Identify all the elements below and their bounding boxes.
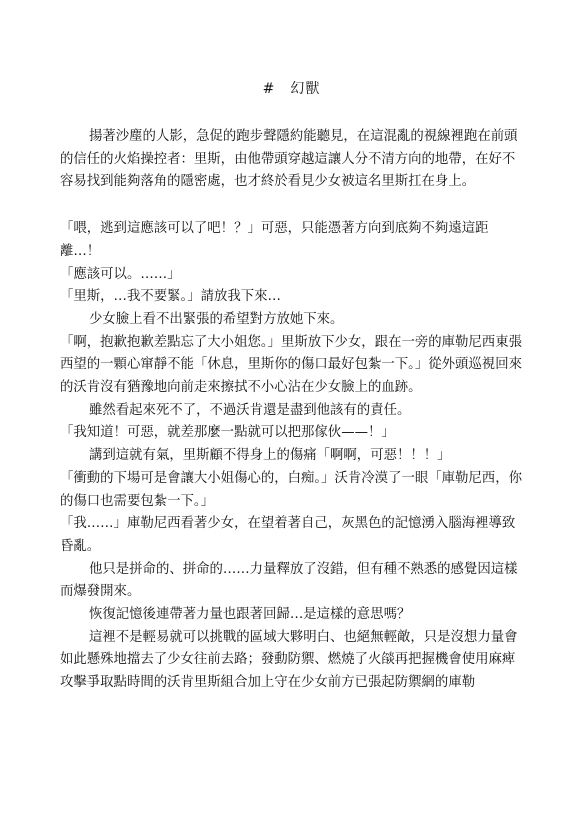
dialogue-line: 「衝動的下場可是會讓大小姐傷心的，白痴。」沃肯冷漠了一眼「庫勒尼西，你的傷口也需要包紮一下。」 — [60, 470, 522, 509]
paragraph: 揚著沙塵的人影，急促的跑步聲隱約能聽見，在這混亂的視線裡跑在前頭的信任的火焰操控者：里斯，由他帶頭穿越這讓人分不清方向的地帶，在好不容易找到能夠落角的隱密處，也才終於看見少女被這名里斯扛在身上。 — [60, 129, 518, 190]
paragraph: 他只是拼命的、拼命的……力量釋放了沒錯，但有種不熟悉的感覺因這樣而爆發開來。 — [60, 561, 518, 600]
dialogue-line: 「里斯，…我不要緊。」請放我下來… — [60, 289, 281, 305]
story-body — [60, 126, 528, 695]
dialogue-line: 「喂，逃到這應該可以了吧！？」可惡，只能憑著方向到底夠不夠遠這距離…！ — [60, 221, 489, 259]
paragraph: 這裡不是輕易就可以挑戰的區域大夥明白、也絕無輕敵，只是沒想力量會如此懸殊地擋去了少女往前去路；發動防禦、燃燒了火燄再把握機會使用麻痺攻擊爭取點時間的沃肯里斯組合加上守在少女前方已張起防禦網的庫勒 — [60, 629, 518, 691]
paragraph: 雖然看起來死不了，不過沃肯還是盡到他該有的責任。 — [89, 402, 411, 418]
dialogue-line: 「應該可以。……」 — [60, 266, 181, 282]
paragraph: 講到這就有氣，里斯顧不得身上的傷痛「啊啊，可惡！！！」 — [89, 448, 451, 464]
dialogue-line: 「我知道！可惡，就差那麼一點就可以把那傢伙——！」 — [60, 425, 395, 441]
paragraph: 少女臉上看不出緊張的希望對方放她下來。 — [89, 311, 344, 327]
paragraph: 恢復記憶後連帶著力量也跟著回歸…是這樣的意思嗎？ — [89, 607, 411, 623]
dialogue-line: 「我……」庫勒尼西看著少女，在望着著自己，灰黑色的記憶湧入腦海裡導致昏亂。 — [60, 516, 516, 554]
chapter-title: # 幻獸 — [262, 81, 321, 97]
dialogue-line: 「啊，抱歉抱歉差點忘了大小姐您。」里斯放下少女，跟在一旁的庫勒尼西東張西望的一顆心窜靜不能「休息，里斯你的傷口最好包紮一下。」從外頭巡視回來的沃肯沒有猶豫地向前走來擦拭不小心沾在少女臉上的血跡。 — [60, 334, 522, 396]
